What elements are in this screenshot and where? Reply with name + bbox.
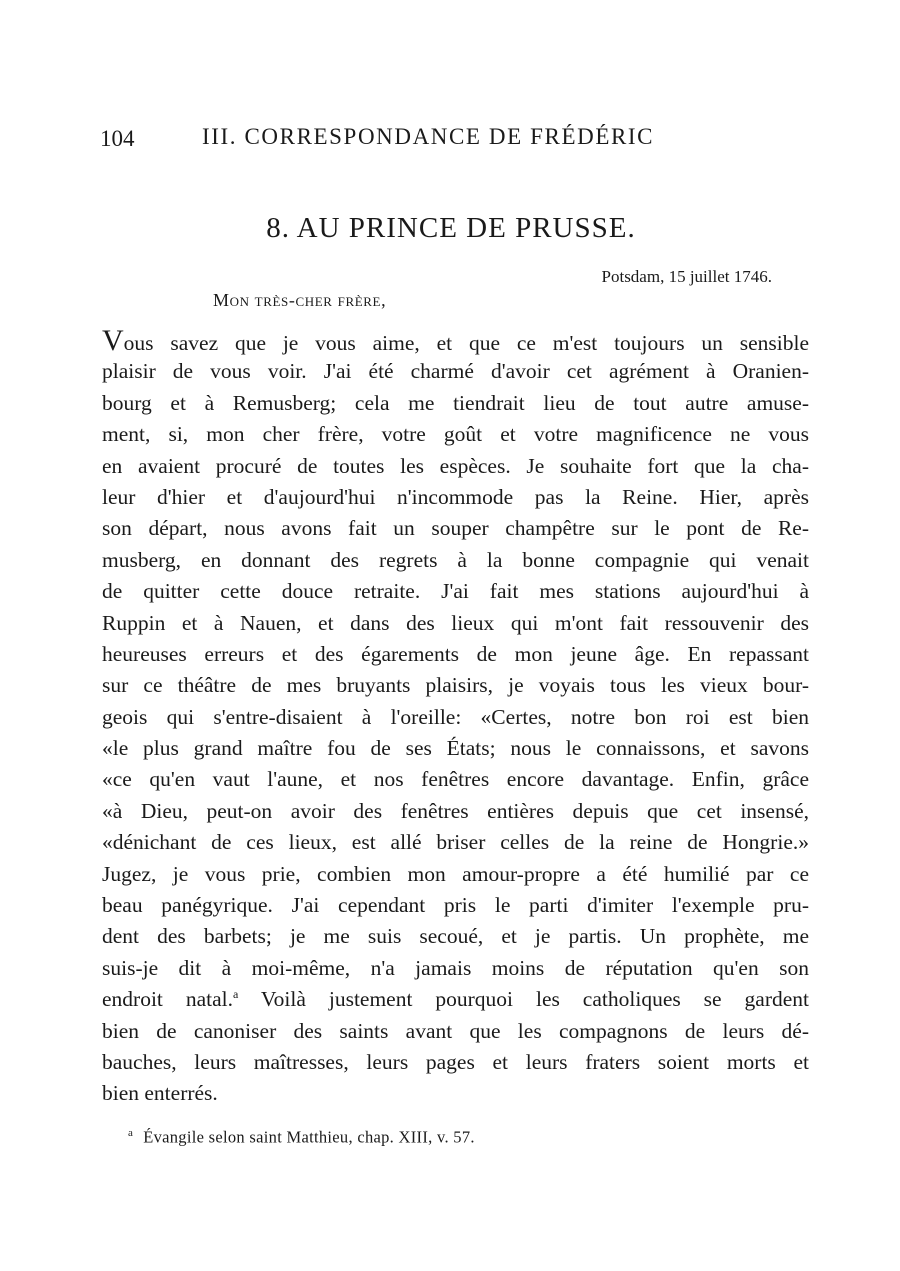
letter-title-text: 8. AU PRINCE DE PRUSSE. xyxy=(266,212,636,244)
running-head xyxy=(100,124,820,156)
salutation xyxy=(213,290,386,311)
body-line: «dénichant de ces lieux, est allé briser celles de la reine de Hongrie.» xyxy=(102,830,809,855)
body-line: sur ce théâtre de mes bruyants plaisirs, je voyais tous les vieux bour- xyxy=(102,673,809,698)
body-line: plaisir de vous voir. J'ai été charmé d'avoir cet agrément à Oranien- xyxy=(102,359,809,384)
body-line: leur d'hier et d'aujourd'hui n'incommode pas la Reine. Hier, après xyxy=(102,484,809,509)
body-line: en avaient procuré de toutes les espèces. Je souhaite fort que la cha- xyxy=(102,453,809,478)
body-line-with-footnote xyxy=(102,984,809,1015)
footnote xyxy=(128,1127,475,1148)
body-line: musberg, en donnant des regrets à la bonne compagnie qui venait xyxy=(102,547,809,572)
body-line: suis-je dit à moi-même, n'a jamais moins de réputation qu'en son xyxy=(102,955,809,980)
body-line-last: bien enterrés. xyxy=(102,1081,218,1106)
body-line: ment, si, mon cher frère, votre goût et votre magnificence ne vous xyxy=(102,422,809,447)
body-line: beau panégyrique. J'ai cependant pris le parti d'imiter l'exemple pru- xyxy=(102,893,809,918)
body-line: bauches, leurs maîtresses, leurs pages et leurs fraters soient morts et xyxy=(102,1049,809,1074)
body-line: bien de canoniser des saints avant que les compagnons de leurs dé- xyxy=(102,1018,809,1043)
body-line xyxy=(102,325,809,356)
body-line: Ruppin et à Nauen, et dans des lieux qui m'ont fait ressouvenir des xyxy=(102,610,809,635)
drop-cap: V xyxy=(102,325,124,357)
footnote-text: Évangile selon saint Matthieu, chap. XIII, v. 57. xyxy=(143,1127,475,1147)
letter-body xyxy=(102,325,809,1110)
running-title: III. CORRESPONDANCE DE FRÉDÉRIC xyxy=(202,124,655,149)
salutation-text: Mon très-cher frère, xyxy=(213,290,387,310)
dateline: Potsdam, 15 juillet 1746. xyxy=(601,267,772,286)
body-line-text: Voilà justement pourquoi les catholiques se gardent xyxy=(238,987,809,1012)
body-line: Jugez, je vous prie, combien mon amour-propre a été humilié par ce xyxy=(102,861,809,886)
body-line: heureuses erreurs et des égarements de mon jeune âge. En repassant xyxy=(102,641,809,666)
body-line: dent des barbets; je me suis secoué, et je partis. Un prophète, me xyxy=(102,924,809,949)
page-number: 104 xyxy=(100,126,135,151)
body-line-text: ous savez que je vous aime, et que ce m'est toujours un sensible xyxy=(123,331,809,355)
body-line-text: endroit natal. xyxy=(102,987,234,1012)
body-line: geois qui s'entre-disaient à l'oreille: «Certes, notre bon roi est bien xyxy=(102,704,809,729)
footnote-marker: a xyxy=(128,1127,134,1139)
body-line: son départ, nous avons fait un souper champêtre sur le pont de Re- xyxy=(102,516,809,541)
footnote-reference: a xyxy=(233,987,239,1002)
body-line: «le plus grand maître fou de ses États; nous le connaissons, et savons xyxy=(102,736,809,761)
letter-title xyxy=(0,212,900,245)
body-line: «à Dieu, peut-on avoir des fenêtres entières depuis que cet insensé, xyxy=(102,798,809,823)
body-line: de quitter cette douce retraite. J'ai fait mes stations aujourd'hui à xyxy=(102,579,809,604)
body-line: «ce qu'en vaut l'aune, et nos fenêtres encore davantage. Enfin, grâce xyxy=(102,767,809,792)
body-line: bourg et à Remusberg; cela me tiendrait lieu de tout autre amuse- xyxy=(102,390,809,415)
